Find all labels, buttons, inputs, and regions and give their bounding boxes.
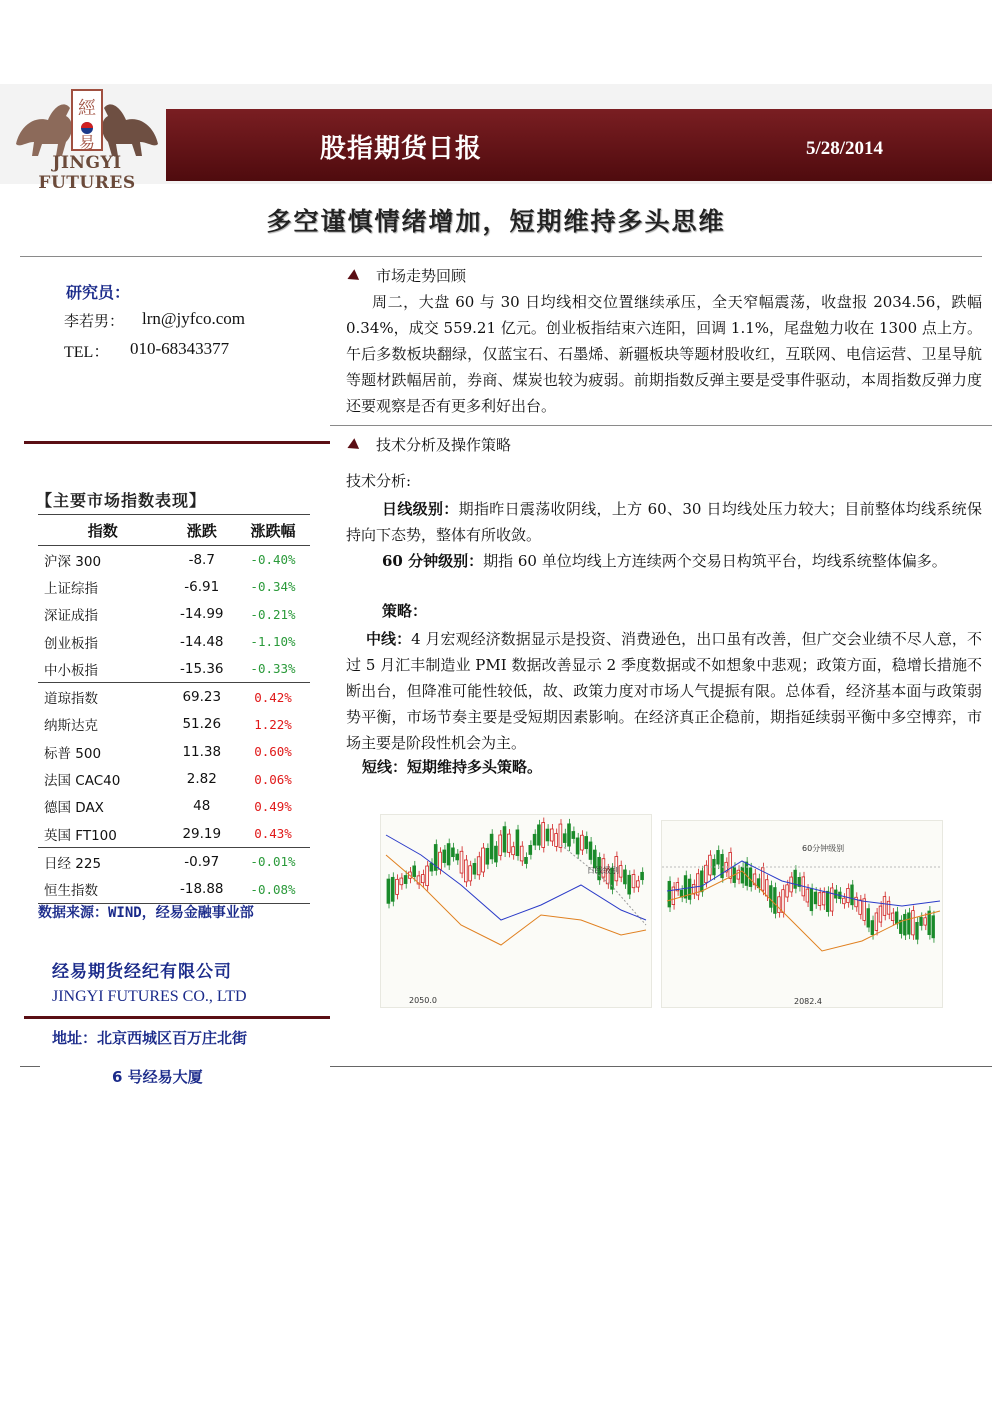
index-pct-cell: -0.34% [250,579,296,595]
index-pct-cell: -0.33% [250,661,296,677]
candle-body [447,844,450,865]
candle-body [469,866,472,881]
index-name-cell: 法国 CAC40 [44,773,121,790]
table-row [38,820,310,848]
candle-body [641,872,644,879]
candle-body [786,885,789,897]
candle-body [538,825,541,845]
section-divider [330,425,992,426]
candle-body [507,834,510,852]
table-row [38,848,310,876]
min60-text: 期指 60 单位均线上方连续两个交易日构筑平台，均线系统整体偏多。 [483,552,947,570]
candle-body [619,866,622,878]
candle-body [572,832,575,839]
table-header-row [38,515,310,546]
candle-body [717,850,720,864]
candle-body [908,913,911,934]
candle-body [847,888,850,902]
candle-body [426,866,429,886]
candle-body [421,875,424,883]
candle-body [843,898,846,904]
candle-body [859,900,862,914]
min60-analysis [346,548,982,574]
candle-body [400,878,403,885]
candle-body [430,863,433,871]
candle-body [568,824,571,846]
candle-body [688,879,691,899]
candle-body [916,922,919,939]
researcher-email[interactable]: lrn@jyfco.com [142,309,245,328]
daily-chart-label: 日线级别 [587,866,619,875]
candle-body [542,823,545,848]
candle-body [814,892,817,904]
candle-body [563,834,566,843]
index-table [38,514,310,904]
candle-body [904,914,907,935]
svg-text:易: 易 [78,133,96,152]
candle-body [729,852,732,878]
market-review-text: 周二，大盘 60 与 30 日均线相交位置继续承压，全天窄幅震荡，收盘报 2034.56，跌幅 0.34%，成交 559.21 亿元。创业板指结束六连阳，回调 1.1%，尾盘勉力收在 1300 点上方。午后多数板块翻绿，仅蓝宝石、石墨烯、新疆板块等题材股收红，互联网、电信运营、卫星导航等题材跌幅居前，券商、煤炭也较为疲弱。前期指数反弹主要是受事件驱动，本周指数反弹力度还要观察是否有更多利好出台。 [346,293,982,415]
index-name-cell: 创业板指 [44,635,98,652]
index-change-cell: 48 [193,798,211,815]
candle-body [473,863,476,874]
candle-body [826,891,829,911]
col-header-index: 指数 [38,515,168,546]
candle-body [486,848,489,864]
daily-chart-low: 2050.0 [409,996,437,1005]
mid-keyword: 中线： [366,630,412,648]
candle-body [741,867,744,883]
candle-body [464,860,467,882]
index-change-cell: -14.48 [180,633,224,650]
candle-body [887,901,890,914]
min60-chart-label: 60分钟级别 [802,844,845,853]
daily-analysis [346,496,982,548]
index-pct-cell: -0.40% [250,552,296,568]
candle-body [512,847,515,855]
candle-body [546,829,549,841]
table-row [38,601,310,628]
candle-body [443,850,446,863]
index-name-cell: 道琼指数 [38,683,168,711]
index-pct-cell: 1.22% [254,716,292,732]
section-market-review [350,265,466,286]
company-name-en: JINGYI FUTURES CO., LTD [52,988,247,1005]
company-name-cn: 经易期货经纪有限公司 [52,962,232,982]
col-header-change: 涨跌 [168,515,236,546]
index-change-cell: 11.38 [182,743,222,760]
candle-body [745,862,748,885]
daily-text: 期指昨日震荡收阴线，上方 60、30 日均线处压力较大；目前整体均线系统保持向下态势，整体有所收敛。 [346,500,982,544]
bottom-divider-right [330,1066,992,1067]
candle-body [499,835,502,855]
index-table-title: 【主要市场指数表现】 [36,491,207,510]
min60-chart-low: 2082.4 [794,997,822,1006]
index-name-cell: 标普 500 [44,745,102,762]
address-line-2: 6 号经易大厦 [112,1068,203,1086]
candle-body [516,830,519,856]
index-change-cell: -0.97 [168,848,236,876]
candle-body [477,857,480,875]
table-row [38,738,310,765]
index-name-cell: 英国 FT100 [44,827,117,844]
candle-body [709,855,712,875]
index-pct-cell: 0.43% [254,826,292,842]
index-change-cell: -8.7 [188,551,215,568]
min60-candlestick-chart [661,820,943,1008]
table-row [38,683,310,711]
candle-body [503,827,506,852]
candle-body [790,877,793,892]
candle-body [632,875,635,888]
index-change-cell: 29.19 [182,825,222,842]
daily-candlestick-chart [380,814,652,1008]
strategy-label: 策略： [382,602,428,620]
candle-body [495,846,498,862]
data-source: 数据来源：WIND，经易金融事业部 [38,905,254,921]
svg-text:經: 經 [78,98,96,119]
candle-body [460,851,463,873]
daily-keyword: 日线级别： [382,500,459,518]
index-pct-cell: -0.08% [236,876,310,904]
table-row [38,573,310,600]
candle-body [550,829,553,841]
candle-body [765,880,768,896]
candle-body [782,890,785,913]
candle-body [456,854,459,860]
candle-body [891,913,894,921]
candle-body [555,834,558,847]
index-pct-cell: -1.10% [250,634,296,650]
section-heading: 技术分析及操作策略 [376,436,512,454]
candle-body [810,889,813,911]
index-name-cell: 日经 225 [38,848,168,876]
candle-body [684,876,687,898]
candle-body [822,892,825,905]
candle-body [851,885,854,905]
arrow-bullet-icon [347,269,362,285]
section-heading: 市场走势回顾 [376,267,467,285]
candle-body [700,871,703,892]
index-name-cell: 恒生指数 [38,876,168,904]
bottom-divider-left [20,1066,40,1067]
tel-label: TEL： [64,344,110,361]
researcher-label: 研究员： [66,283,131,302]
candle-body [806,889,809,902]
candle-body [533,834,536,845]
candle-body [396,879,399,894]
candle-body [867,909,870,927]
candle-body [794,870,797,888]
candle-body [525,857,528,863]
candle-body [879,906,882,922]
candle-body [692,885,695,895]
index-name-cell: 沪深 300 [44,553,102,570]
index-pct-cell: -0.21% [250,606,296,622]
candle-body [589,842,592,859]
index-pct-cell: 0.60% [254,744,292,760]
index-pct-cell: -0.01% [236,848,310,876]
address-line-1: 地址：北京西城区百万庄北街 [52,1029,248,1047]
mid-text: 4 月宏观经济数据显示是投资、消费逊色，出口虽有改善，但广交会业绩不尽人意，不过 5 月汇丰制造业 PMI 数据改善显示 2 季度数据或不如想象中悲观；政策方面，稳增长措施不断出台，但降准可能性较低，故、政策力度对市场人气提振有限。总体看，经济基本面与政策弱势平衡，市场节奏主要是受短期因素影响。在经济真正企稳前，期指延续弱平衡中多空博弈，市场主要是阶段性机会为主。 [346,630,982,752]
index-pct-cell: 0.49% [254,798,292,814]
candle-body [490,834,493,859]
index-pct-cell: 0.42% [236,683,310,711]
candle-body [737,870,740,879]
candle-body [830,888,833,911]
technical-label: 技术分析: [346,472,412,490]
index-change-cell: -15.36 [180,660,224,677]
candle-body [774,888,777,914]
candle-body [871,921,874,935]
candle-body [818,893,821,906]
candle-body [920,917,923,925]
page-title: 多空谨慎情绪增加，短期维持多头思维 [266,207,726,236]
table-row [38,655,310,683]
candle-body [863,899,866,921]
mid-term-strategy [346,626,982,756]
candle-body [576,838,579,854]
candle-body [520,846,523,861]
index-change-cell: 2.82 [186,771,217,788]
candle-body [778,897,781,913]
candle-body [439,852,442,869]
table-row [38,628,310,655]
min60-keyword: 60 分钟级别： [382,552,484,570]
candle-body [482,848,485,872]
tel-value: 010-68343377 [130,339,230,358]
researcher-name: 李若男： [64,312,125,330]
index-change-cell: -14.99 [180,606,224,623]
candle-body [875,913,878,930]
index-name-cell: 德国 DAX [44,800,104,817]
index-change-cell: -18.88 [168,876,236,904]
index-name-cell: 深证成指 [44,608,98,625]
candle-body [452,848,455,857]
candle-body [413,866,416,877]
table-row [38,876,310,904]
candle-body [668,881,671,907]
candle-body [912,911,915,935]
candle-body [883,897,886,916]
candle-body [636,881,639,887]
table-row [38,765,310,792]
candle-body [749,868,752,887]
candle-body [581,835,584,850]
left-divider [24,441,330,444]
candle-body [387,879,390,903]
index-name-cell: 上证综指 [44,580,98,597]
candle-body [770,886,773,908]
candle-body [529,845,532,854]
table-row [38,546,310,574]
index-pct-cell: 0.06% [254,771,292,787]
short-term-strategy: 短线：短期维持多头策略。 [362,758,543,776]
candle-body [404,876,407,884]
candle-body [624,870,627,884]
candle-body [855,897,858,906]
candle-body [559,824,562,847]
index-name-cell: 中小板指 [44,662,98,679]
table-row [38,711,310,738]
report-date: 5/28/2014 [806,138,884,159]
col-header-pct: 涨跌幅 [236,515,310,546]
candle-body [628,875,631,894]
index-change-cell: -6.91 [184,578,220,595]
index-name-cell: 纳斯达克 [44,718,98,735]
report-title: 股指期货日报 [320,134,483,164]
candle-body [391,877,394,901]
candle-body [932,916,935,938]
index-change-cell: 51.26 [182,716,222,733]
section-technical [350,434,511,455]
left-divider-2 [24,1016,330,1019]
candle-body [895,912,898,924]
candle-body [705,865,708,882]
index-change-cell: 69.23 [168,683,236,711]
title-divider [20,256,982,257]
logo-text: JINGYI FUTURES [38,153,136,193]
table-row [38,793,310,820]
candle-body [924,918,927,925]
candle-body [585,836,588,848]
arrow-bullet-icon [347,438,362,454]
